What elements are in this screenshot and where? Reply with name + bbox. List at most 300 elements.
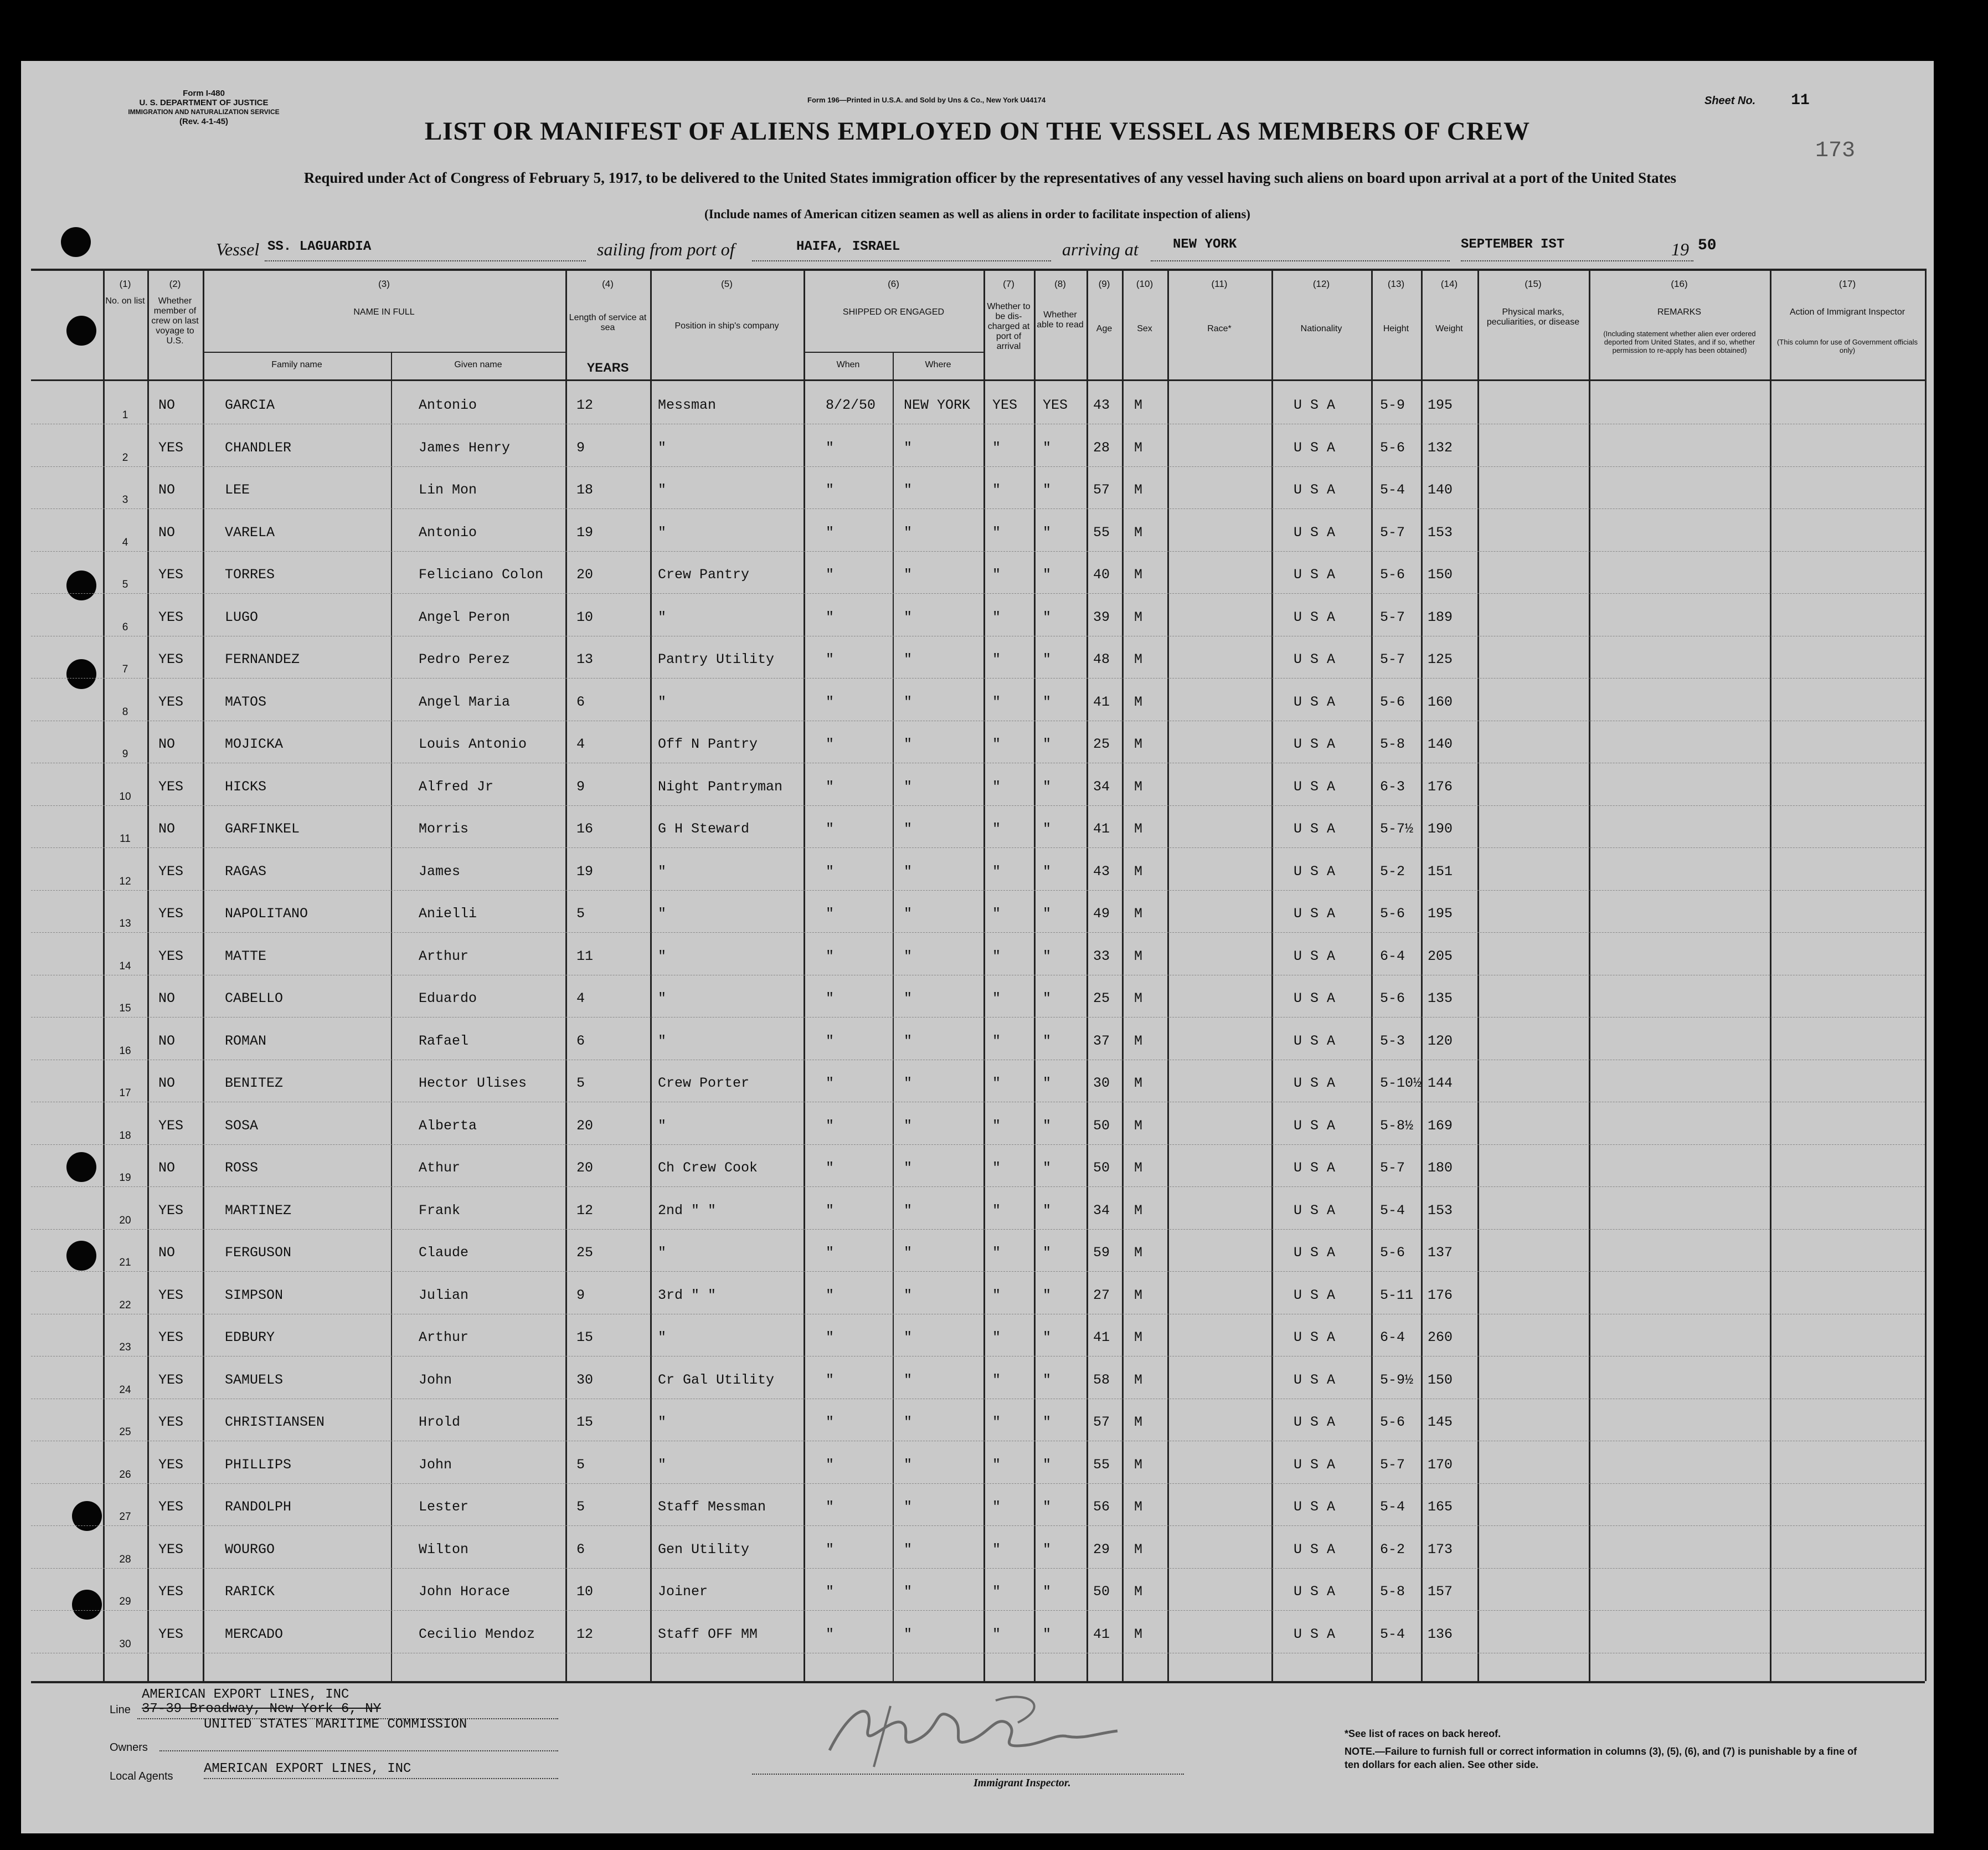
cell-sex: M xyxy=(1134,482,1143,498)
cell-read: " xyxy=(1043,651,1052,667)
cell-weight: 140 xyxy=(1428,482,1453,498)
cell-given: Lester xyxy=(419,1499,469,1515)
cell-weight: 150 xyxy=(1428,567,1453,583)
cell-given: Wilton xyxy=(419,1541,469,1558)
cell-age: 33 xyxy=(1093,948,1110,964)
cell-family: MATOS xyxy=(225,693,267,710)
cell-weight: 145 xyxy=(1428,1414,1453,1430)
cell-family: PHILLIPS xyxy=(225,1456,292,1473)
cell-height: 5-6 xyxy=(1380,693,1405,710)
cell-given: James xyxy=(419,863,461,880)
cell-years: 20 xyxy=(576,567,594,583)
cell-height: 5-4 xyxy=(1380,1626,1405,1642)
cell-prev: NO xyxy=(158,821,176,837)
cell-where: " xyxy=(904,863,913,880)
row-number: 11 xyxy=(120,833,131,845)
cell-given: Cecilio Mendoz xyxy=(419,1626,535,1642)
cell-years: 10 xyxy=(576,609,594,625)
cell-position: " xyxy=(658,906,667,922)
column-header-position: Position in ship's company xyxy=(674,321,779,331)
cell-prev: NO xyxy=(158,1160,176,1176)
cell-read: " xyxy=(1043,1287,1052,1303)
cell-given: Lin Mon xyxy=(419,482,477,498)
cell-where: " xyxy=(904,1329,913,1345)
row-number: 30 xyxy=(119,1638,131,1650)
cell-weight: 125 xyxy=(1428,651,1453,667)
row-number: 9 xyxy=(122,748,128,760)
cell-discharged: " xyxy=(992,1117,1001,1134)
row-number: 4 xyxy=(122,536,128,548)
cell-prev: YES xyxy=(158,651,184,667)
cell-sex: M xyxy=(1134,1160,1143,1176)
cell-discharged: " xyxy=(992,439,1001,456)
page-title: LIST OR MANIFEST OF ALIENS EMPLOYED ON THE VESSEL AS MEMBERS OF CREW xyxy=(424,117,1531,146)
cell-discharged: " xyxy=(992,1075,1001,1091)
cell-when: " xyxy=(826,778,835,795)
cell-age: 43 xyxy=(1093,863,1110,880)
cell-years: 30 xyxy=(576,1371,594,1388)
cell-where: " xyxy=(904,1456,913,1473)
cell-nat: U S A xyxy=(1294,1160,1336,1176)
cell-prev: YES xyxy=(158,1287,184,1303)
cell-sex: M xyxy=(1134,990,1143,1006)
cell-height: 6-3 xyxy=(1380,778,1405,795)
cell-position: " xyxy=(658,863,667,880)
column-header-sex: Sex xyxy=(1137,324,1152,333)
cell-position: Night Pantryman xyxy=(658,778,783,795)
row-number: 12 xyxy=(119,875,131,887)
cell-years: 6 xyxy=(576,1032,585,1049)
cell-height: 5-7 xyxy=(1380,609,1405,625)
cell-nat: U S A xyxy=(1294,948,1336,964)
cell-when: " xyxy=(826,1371,835,1388)
column-subheader: Where xyxy=(925,360,951,369)
cell-read: " xyxy=(1043,524,1052,541)
vessel-name: SS. LAGUARDIA xyxy=(267,239,372,254)
sheet-number-field xyxy=(1704,92,1810,109)
column-number: (5) xyxy=(721,279,733,289)
column-header-discharged: Whether to be dis-charged at port of arrival xyxy=(987,302,1031,351)
cell-sex: M xyxy=(1134,1626,1143,1642)
cell-given: John xyxy=(419,1371,452,1388)
cell-when: " xyxy=(826,990,835,1006)
cell-position: " xyxy=(658,439,667,456)
cell-prev: NO xyxy=(158,482,176,498)
cell-weight: 195 xyxy=(1428,397,1453,413)
cell-prev: YES xyxy=(158,439,184,456)
cell-read: " xyxy=(1043,482,1052,498)
cell-age: 25 xyxy=(1093,736,1110,752)
row-number: 10 xyxy=(119,790,131,803)
cell-height: 5-7½ xyxy=(1380,821,1414,837)
cell-where: " xyxy=(904,651,913,667)
agents-value: AMERICAN EXPORT LINES, INC xyxy=(204,1761,411,1776)
cell-height: 5-11 xyxy=(1380,1287,1414,1303)
cell-age: 41 xyxy=(1093,693,1110,710)
cell-where: " xyxy=(904,567,913,583)
cell-weight: 144 xyxy=(1428,1075,1453,1091)
cell-read: " xyxy=(1043,1456,1052,1473)
cell-when: " xyxy=(826,948,835,964)
column-header-read: Whether able to read xyxy=(1037,310,1084,330)
cell-read: " xyxy=(1043,1117,1052,1134)
column-header-n: No. on list xyxy=(105,296,145,306)
cell-height: 5-4 xyxy=(1380,1202,1405,1219)
cell-given: Eduardo xyxy=(419,990,477,1006)
cell-family: TORRES xyxy=(225,567,275,583)
cell-position: Crew Porter xyxy=(658,1075,750,1091)
cell-years: 4 xyxy=(576,990,585,1006)
cell-read: " xyxy=(1043,990,1052,1006)
line-company: AMERICAN EXPORT LINES, INC xyxy=(142,1687,349,1702)
cell-nat: U S A xyxy=(1294,1456,1336,1473)
cell-nat: U S A xyxy=(1294,1626,1336,1642)
cell-weight: 173 xyxy=(1428,1541,1453,1558)
cell-read: " xyxy=(1043,906,1052,922)
cell-weight: 150 xyxy=(1428,1371,1453,1388)
cell-nat: U S A xyxy=(1294,567,1336,583)
cell-when: " xyxy=(826,651,835,667)
cell-given: Arthur xyxy=(419,1329,469,1345)
form-id: Form I-480 xyxy=(183,89,225,98)
cell-given: Feliciano Colon xyxy=(419,567,544,583)
cell-prev: NO xyxy=(158,524,176,541)
cell-nat: U S A xyxy=(1294,1541,1336,1558)
cell-when: " xyxy=(826,1499,835,1515)
cell-when: " xyxy=(826,482,835,498)
cell-family: SOSA xyxy=(225,1117,259,1134)
cell-age: 40 xyxy=(1093,567,1110,583)
cell-position: " xyxy=(658,1032,667,1049)
cell-weight: 153 xyxy=(1428,524,1453,541)
cell-age: 50 xyxy=(1093,1117,1110,1134)
cell-prev: YES xyxy=(158,863,184,880)
cell-family: NAPOLITANO xyxy=(225,906,308,922)
row-number: 3 xyxy=(122,494,128,506)
cell-given: Alberta xyxy=(419,1117,477,1134)
cell-when: " xyxy=(826,1329,835,1345)
cell-height: 5-6 xyxy=(1380,567,1405,583)
cell-years: 20 xyxy=(576,1117,594,1134)
cell-weight: 169 xyxy=(1428,1117,1453,1134)
cell-read: " xyxy=(1043,736,1052,752)
column-header-prev: Whether member of crew on last voyage to U.S. xyxy=(151,296,199,346)
cell-years: 9 xyxy=(576,1287,585,1303)
cell-height: 6-2 xyxy=(1380,1541,1405,1558)
cell-given: James Henry xyxy=(419,439,511,456)
arriving-label: arriving at xyxy=(1062,239,1139,259)
cell-family: RANDOLPH xyxy=(225,1499,292,1515)
row-number: 8 xyxy=(122,706,128,718)
cell-when: " xyxy=(826,1245,835,1261)
cell-prev: YES xyxy=(158,1202,184,1219)
cell-discharged: " xyxy=(992,1287,1001,1303)
cell-family: MERCADO xyxy=(225,1626,284,1642)
cell-years: 6 xyxy=(576,693,585,710)
cell-weight: 132 xyxy=(1428,439,1453,456)
cell-weight: 160 xyxy=(1428,693,1453,710)
column-header-marks: Physical marks, peculiarities, or disease xyxy=(1486,307,1580,327)
cell-age: 34 xyxy=(1093,778,1110,795)
cell-height: 5-6 xyxy=(1380,439,1405,456)
cell-family: GARFINKEL xyxy=(225,821,300,837)
cell-discharged: " xyxy=(992,651,1001,667)
cell-discharged: " xyxy=(992,1329,1001,1345)
cell-years: 5 xyxy=(576,906,585,922)
cell-position: " xyxy=(658,990,667,1006)
cell-family: SIMPSON xyxy=(225,1287,284,1303)
cell-where: " xyxy=(904,1371,913,1388)
cell-when: " xyxy=(826,567,835,583)
cell-height: 6-4 xyxy=(1380,948,1405,964)
cell-family: CHRISTIANSEN xyxy=(225,1414,325,1430)
cell-read: " xyxy=(1043,609,1052,625)
cell-prev: YES xyxy=(158,1456,184,1473)
cell-family: RARICK xyxy=(225,1584,275,1600)
cell-when: " xyxy=(826,609,835,625)
cell-nat: U S A xyxy=(1294,990,1336,1006)
cell-family: MOJICKA xyxy=(225,736,284,752)
column-number: (9) xyxy=(1098,279,1110,289)
cell-read: " xyxy=(1043,1160,1052,1176)
cell-given: Claude xyxy=(419,1245,469,1261)
cell-when: " xyxy=(826,1414,835,1430)
cell-position: G H Steward xyxy=(658,821,750,837)
cell-years: 18 xyxy=(576,482,594,498)
row-number: 14 xyxy=(119,960,131,972)
cell-height: 5-6 xyxy=(1380,990,1405,1006)
cell-when: " xyxy=(826,1584,835,1600)
column-header-action: Action of Immigrant Inspector xyxy=(1789,307,1905,317)
cell-position: Crew Pantry xyxy=(658,567,750,583)
cell-read: " xyxy=(1043,693,1052,710)
cell-discharged: " xyxy=(992,948,1001,964)
cell-sex: M xyxy=(1134,1456,1143,1473)
cell-weight: 195 xyxy=(1428,906,1453,922)
cell-age: 25 xyxy=(1093,990,1110,1006)
cell-weight: 165 xyxy=(1428,1499,1453,1515)
year-suffix: 50 xyxy=(1698,237,1717,254)
cell-age: 56 xyxy=(1093,1499,1110,1515)
cell-sex: M xyxy=(1134,567,1143,583)
cell-years: 12 xyxy=(576,1626,594,1642)
cell-where: " xyxy=(904,1160,913,1176)
column-header-age: Age xyxy=(1096,324,1113,333)
cell-where: " xyxy=(904,736,913,752)
cell-read: " xyxy=(1043,778,1052,795)
cell-sex: M xyxy=(1134,1287,1143,1303)
row-number: 28 xyxy=(119,1553,131,1565)
subtitle: Required under Act of Congress of February 5, 1917, to be delivered to the United States immigration officer by the representatives of any vessel having such aliens on board upon arrival at a port of the United States xyxy=(303,169,1677,186)
cell-sex: M xyxy=(1134,1202,1143,1219)
crew-table xyxy=(31,269,1925,1681)
cell-height: 6-4 xyxy=(1380,1329,1405,1345)
cell-prev: NO xyxy=(158,990,176,1006)
cell-read: " xyxy=(1043,567,1052,583)
column-header-years: Length of service at sea xyxy=(569,313,647,332)
cell-age: 29 xyxy=(1093,1541,1110,1558)
cell-weight: 120 xyxy=(1428,1032,1453,1049)
cell-family: MATTE xyxy=(225,948,267,964)
cell-read: " xyxy=(1043,948,1052,964)
cell-discharged: YES xyxy=(992,397,1018,413)
stamp-number: 173 xyxy=(1815,138,1856,163)
cell-read: YES xyxy=(1043,397,1068,413)
cell-given: John Horace xyxy=(419,1584,511,1600)
cell-where: " xyxy=(904,1075,913,1091)
cell-discharged: " xyxy=(992,821,1001,837)
cell-years: 11 xyxy=(576,948,594,964)
column-subheader: Family name xyxy=(271,360,322,369)
cell-discharged: " xyxy=(992,1032,1001,1049)
cell-sex: M xyxy=(1134,736,1143,752)
cell-sex: M xyxy=(1134,948,1143,964)
cell-nat: U S A xyxy=(1294,1075,1336,1091)
cell-age: 34 xyxy=(1093,1202,1110,1219)
cell-family: VARELA xyxy=(225,524,275,541)
cell-weight: 137 xyxy=(1428,1245,1453,1261)
cell-discharged: " xyxy=(992,1499,1001,1515)
cell-height: 5-9 xyxy=(1380,397,1405,413)
cell-prev: YES xyxy=(158,778,184,795)
cell-nat: U S A xyxy=(1294,482,1336,498)
column-number: (13) xyxy=(1387,279,1405,289)
column-number: (11) xyxy=(1211,279,1228,289)
cell-nat: U S A xyxy=(1294,821,1336,837)
cell-years: 9 xyxy=(576,778,585,795)
cell-given: Pedro Perez xyxy=(419,651,511,667)
cell-nat: U S A xyxy=(1294,1499,1336,1515)
column-number: (3) xyxy=(378,279,390,289)
cell-nat: U S A xyxy=(1294,906,1336,922)
cell-where: " xyxy=(904,1032,913,1049)
cell-read: " xyxy=(1043,1245,1052,1261)
race-note: *See list of races on back hereof. xyxy=(1345,1728,1501,1739)
cell-given: Antonio xyxy=(419,397,477,413)
cell-when: " xyxy=(826,1456,835,1473)
cell-position: " xyxy=(658,609,667,625)
cell-sex: M xyxy=(1134,1032,1143,1049)
cell-sex: M xyxy=(1134,651,1143,667)
cell-where: " xyxy=(904,1287,913,1303)
cell-weight: 136 xyxy=(1428,1626,1453,1642)
cell-discharged: " xyxy=(992,1245,1001,1261)
cell-given: Athur xyxy=(419,1160,461,1176)
cell-nat: U S A xyxy=(1294,1584,1336,1600)
cell-height: 5-6 xyxy=(1380,1414,1405,1430)
cell-given: Rafael xyxy=(419,1032,469,1049)
row-number: 20 xyxy=(119,1214,131,1226)
cell-where: " xyxy=(904,1117,913,1134)
cell-age: 28 xyxy=(1093,439,1110,456)
cell-nat: U S A xyxy=(1294,397,1336,413)
cell-family: FERGUSON xyxy=(225,1245,292,1261)
cell-given: Angel Peron xyxy=(419,609,511,625)
cell-when: 8/2/50 xyxy=(826,397,876,413)
cell-when: " xyxy=(826,1287,835,1303)
cell-given: Hector Ulises xyxy=(419,1075,527,1091)
cell-discharged: " xyxy=(992,1371,1001,1388)
cell-height: 5-8 xyxy=(1380,736,1405,752)
cell-weight: 170 xyxy=(1428,1456,1453,1473)
cell-read: " xyxy=(1043,439,1052,456)
cell-nat: U S A xyxy=(1294,1371,1336,1388)
cell-weight: 157 xyxy=(1428,1584,1453,1600)
cell-weight: 176 xyxy=(1428,778,1453,795)
cell-years: 4 xyxy=(576,736,585,752)
cell-position: " xyxy=(658,693,667,710)
punch-hole xyxy=(61,227,91,257)
cell-family: HICKS xyxy=(225,778,267,795)
column-subheader: Given name xyxy=(454,360,502,369)
cell-nat: U S A xyxy=(1294,778,1336,795)
cell-height: 5-3 xyxy=(1380,1032,1405,1049)
cell-prev: NO xyxy=(158,397,176,413)
cell-read: " xyxy=(1043,821,1052,837)
cell-years: 10 xyxy=(576,1584,594,1600)
agency: U. S. DEPARTMENT OF JUSTICE xyxy=(139,98,269,107)
cell-where: " xyxy=(904,948,913,964)
cell-position: " xyxy=(658,524,667,541)
cell-family: ROMAN xyxy=(225,1032,267,1049)
cell-given: John xyxy=(419,1456,452,1473)
cell-read: " xyxy=(1043,1584,1052,1600)
manifest-sheet xyxy=(21,61,1934,1833)
cell-sex: M xyxy=(1134,1499,1143,1515)
cell-prev: YES xyxy=(158,1371,184,1388)
cell-read: " xyxy=(1043,1202,1052,1219)
sheet-number: 11 xyxy=(1791,92,1810,109)
cell-given: Antonio xyxy=(419,524,477,541)
cell-where: " xyxy=(904,1245,913,1261)
cell-age: 50 xyxy=(1093,1584,1110,1600)
cell-years: 9 xyxy=(576,439,585,456)
cell-height: 5-7 xyxy=(1380,651,1405,667)
cell-discharged: " xyxy=(992,1414,1001,1430)
cell-where: " xyxy=(904,693,913,710)
cell-family: LUGO xyxy=(225,609,259,625)
cell-age: 57 xyxy=(1093,482,1110,498)
owners-label: Owners xyxy=(110,1741,148,1754)
cell-discharged: " xyxy=(992,906,1001,922)
cell-discharged: " xyxy=(992,1626,1001,1642)
cell-prev: YES xyxy=(158,1541,184,1558)
cell-nat: U S A xyxy=(1294,1245,1336,1261)
row-number: 16 xyxy=(119,1045,131,1057)
column-header-name: NAME IN FULL xyxy=(353,307,415,317)
cell-sex: M xyxy=(1134,1245,1143,1261)
cell-weight: 135 xyxy=(1428,990,1453,1006)
cell-where: " xyxy=(904,482,913,498)
cell-where: " xyxy=(904,821,913,837)
column-header-nat: Nationality xyxy=(1300,324,1342,333)
cell-sex: M xyxy=(1134,821,1143,837)
cell-when: " xyxy=(826,1075,835,1091)
year-prefix: 19 xyxy=(1671,239,1689,259)
cell-position: Cr Gal Utility xyxy=(658,1371,775,1388)
cell-position: " xyxy=(658,1456,667,1473)
column-header-shipped: SHIPPED OR ENGAGED xyxy=(842,307,945,317)
cell-given: Arthur xyxy=(419,948,469,964)
cell-height: 5-10½ xyxy=(1380,1075,1422,1091)
cell-age: 41 xyxy=(1093,1329,1110,1345)
row-number: 21 xyxy=(119,1257,131,1268)
cell-when: " xyxy=(826,693,835,710)
cell-prev: NO xyxy=(158,736,176,752)
sailing-port: HAIFA, ISRAEL xyxy=(796,239,900,254)
cell-nat: U S A xyxy=(1294,693,1336,710)
cell-height: 5-6 xyxy=(1380,1245,1405,1261)
